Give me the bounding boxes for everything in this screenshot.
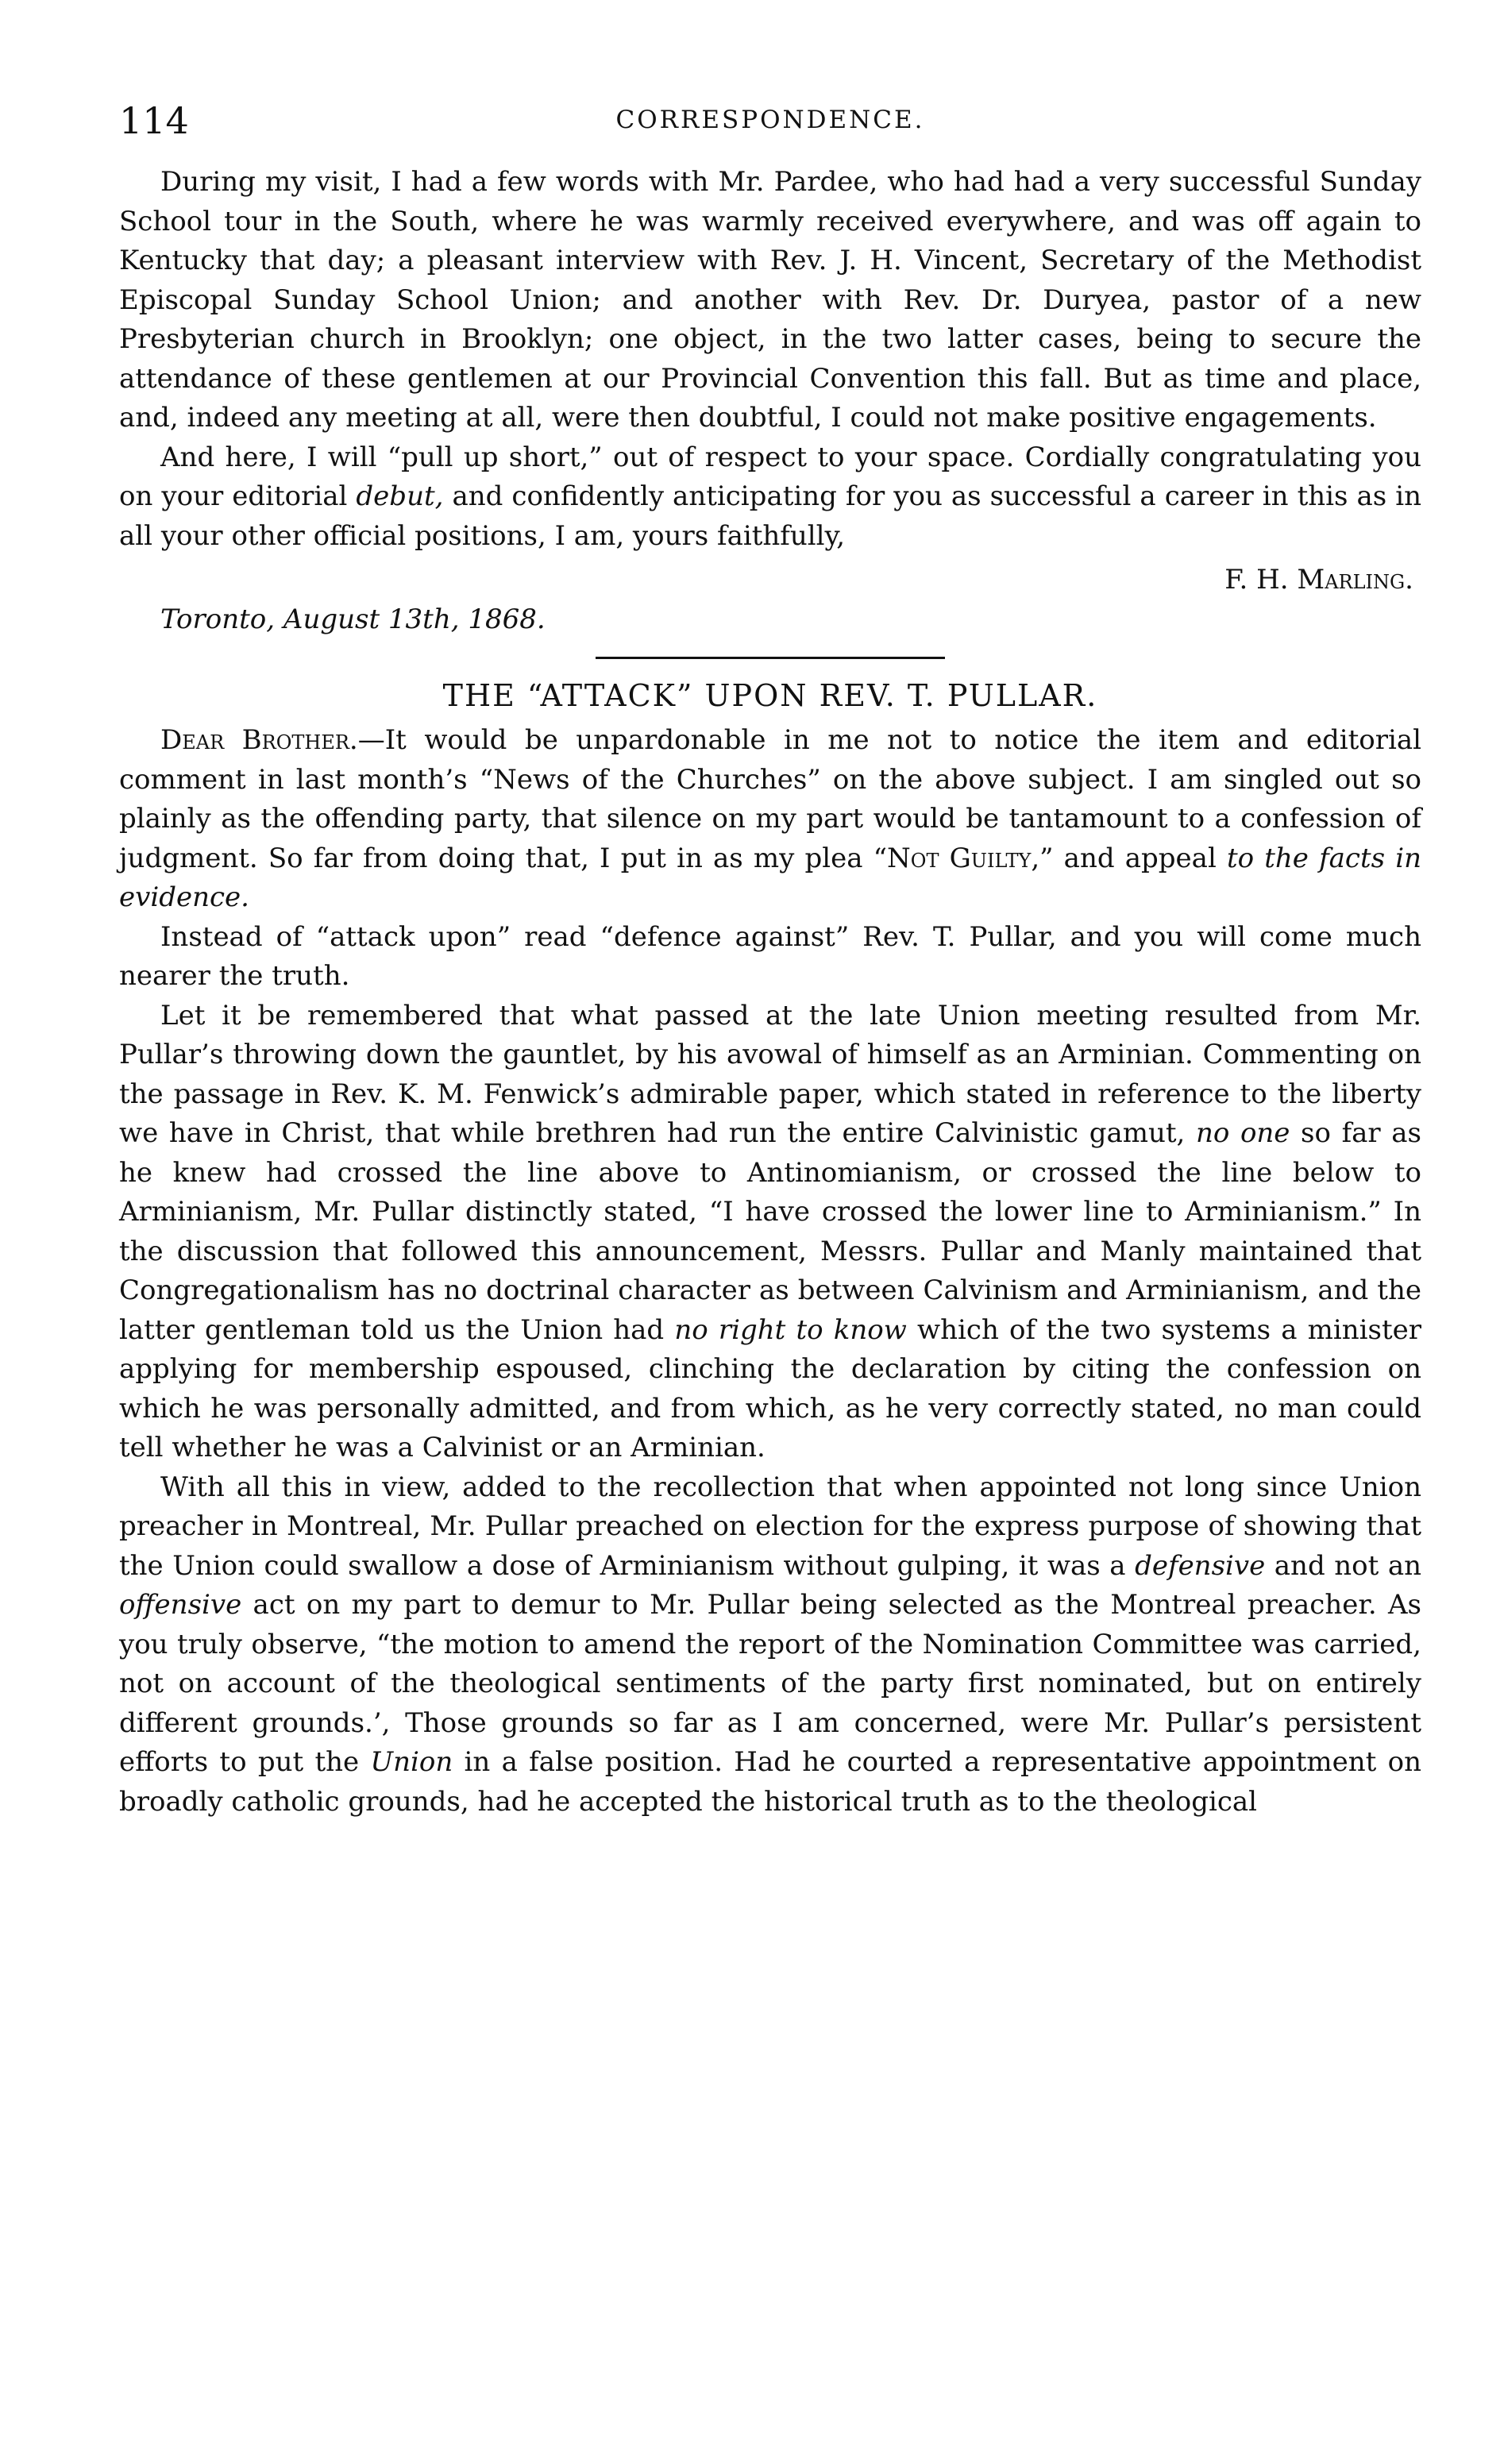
paragraph: Instead of “attack upon” read “defence against” Rev. T. Pullar, and you will come much nearer the truth. xyxy=(119,920,1421,992)
running-head xyxy=(119,99,1421,163)
paragraph: With all this in view, added to the recollection that when appointed not long since Union preacher in Montreal, Mr. Pullar preached on election for the express purpose of showing that the Union could swallow a dose of Arminianism without gulping, it was a defensive and not an offensive act on my part to demur to Mr. Pullar being selected as the Montreal preacher. As you truly observe, “the motion to amend the report of the Nomination Committee was carried, not on account of the theological sentiments of the party first nominated, but on entirely different grounds.’, Those grounds so far as I am concerned, were Mr. Pullar’s persistent efforts to put the Union in a false position. Had he courted a representative appointment on broadly catholic grounds, had he accepted the historical truth as to the theological xyxy=(119,1471,1421,1818)
page xyxy=(119,99,1421,1822)
letter-marling xyxy=(119,163,1421,556)
page-number: 114 xyxy=(119,99,189,142)
paragraph: Let it be remembered that what passed at the late Union meeting resulted from Mr. Pullar’s throwing down the gauntlet, by his avowal of himself as an Arminian. Commenting on the passage in Rev. K. M. Fenwick’s admirable paper, which stated in reference to the liberty we have in Christ, that while brethren had run the entire Calvinistic gamut, no one so far as he knew had crossed the line above to Antinomianism, or crossed the line below to Arminianism, Mr. Pullar distinctly stated, “I have crossed the lower line to Arminianism.” In the discussion that followed this announcement, Messrs. Pullar and Manly maintained that Congregationalism has no doctrinal character as between Calvinism and Arminianism, and the latter gentleman told us the Union had no right to know which of the two systems a minister applying for membership espoused, clinching the declaration by citing the confession on which he was personally admitted, and from which, as he very correctly stated, no man could tell whether he was a Calvinist or an Arminian. xyxy=(119,999,1422,1463)
paragraph: And here, I will “pull up short,” out of respect to your space. Cordially congratulating you on your editorial debut, and confidently anticipating for you as successful a career in this as in all your other official positions, I am, yours faithfully, xyxy=(119,441,1421,552)
section-divider xyxy=(596,657,945,659)
dateline: Toronto, August 13th, 1868. xyxy=(160,603,546,635)
letter-pullar xyxy=(119,721,1421,1822)
paragraph: Dear Brother.—It would be unpardonable in me not to notice the item and editorial comment in last month’s “News of the Churches” on the above subject. I am singled out so plainly as the offending party, that silence on my part would be tantamount to a confession of judgment. So far from doing that, I put in as my plea “Not Guilty,” and appeal to the facts in evidence. xyxy=(119,724,1421,913)
signature: F. H. Marling. xyxy=(1224,564,1413,596)
salutation: Dear Brother. xyxy=(160,724,358,756)
article-title: THE “ATTACK” UPON REV. T. PULLAR. xyxy=(442,678,1098,713)
paragraph: During my visit, I had a few words with Mr. Pardee, who had had a very successful Sunday School tour in the South, where he was warmly received everywhere, and was off again to Kentucky that day; a pleasant interview with Rev. J. H. Vincent, Secretary of the Methodist Episcopal Sunday School Union; and another with Rev. Dr. Duryea, pastor of a new Presbyterian church in Brooklyn; one object, in the two latter cases, being to secure the attendance of these gentlemen at our Provincial Convention this fall. But as time and place, and, indeed any meeting at all, were then doubtful, I could not make positive engagements. xyxy=(119,166,1421,434)
section-title: CORRESPONDENCE. xyxy=(615,106,925,134)
